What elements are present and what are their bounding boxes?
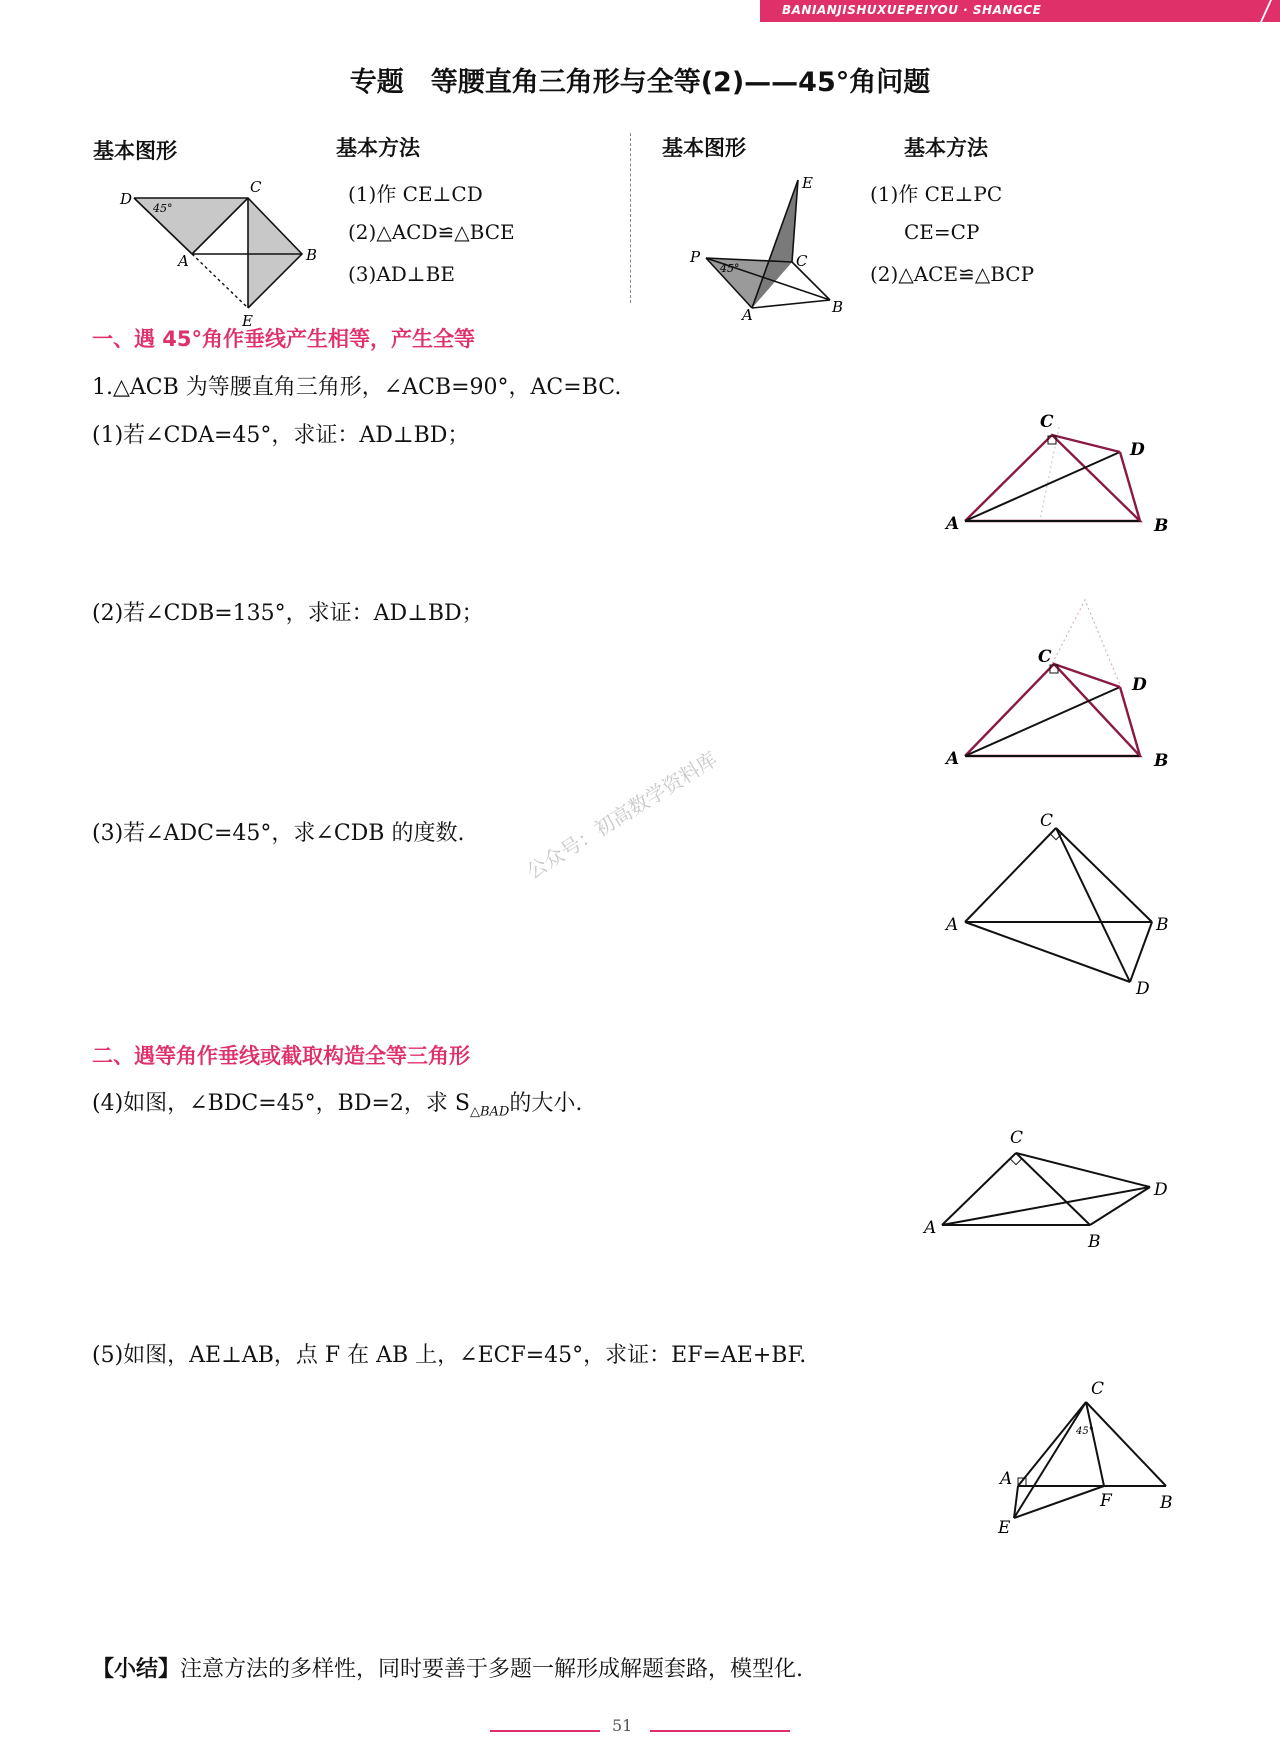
- section-2-heading: 二、遇等角作垂线或截取构造全等三角形: [92, 1044, 470, 1068]
- page-title: 专题 等腰直角三角形与全等(2)——45°角问题: [349, 67, 931, 98]
- section-1-heading: 一、遇 45°角作垂线产生相等，产生全等: [92, 327, 476, 351]
- basic-figure-right: [680, 170, 860, 330]
- pt-B: B: [1154, 516, 1169, 536]
- pt-A: A: [946, 514, 960, 534]
- page-number-ornament-left: [490, 1730, 600, 1732]
- pt-D: D: [1130, 440, 1145, 460]
- method-right-3: (2)△ACE≌△BCP: [870, 262, 1035, 286]
- figure-q1: [940, 405, 1180, 540]
- question-1: (1)若∠CDA=45°，求证：AD⊥BD；: [92, 423, 470, 448]
- figure-q3: [930, 800, 1180, 1000]
- pt-D: D: [1132, 675, 1147, 695]
- basic-figure-label-left: 基本图形: [93, 139, 177, 163]
- method-left-1: (1)作 CE⊥CD: [348, 182, 483, 206]
- pt-A: A: [742, 306, 753, 324]
- pt-B: B: [1160, 1493, 1173, 1513]
- summary-text: 注意方法的多样性，同时要善于多题一解形成解题套路，模型化.: [180, 1657, 804, 1682]
- question-4-tail: 的大小.: [509, 1091, 583, 1116]
- pt-B: B: [1154, 751, 1169, 770]
- pt-P: P: [690, 248, 701, 266]
- method-right-2: CE=CP: [904, 220, 980, 244]
- watermark: 公众号：初高数学资料库: [522, 746, 722, 884]
- pt-E: E: [242, 312, 253, 330]
- angle-label: 45°: [1076, 1426, 1094, 1437]
- pt-C: C: [250, 178, 262, 196]
- question-4-subscript: △BAD: [469, 1104, 510, 1120]
- pt-C: C: [1091, 1379, 1105, 1399]
- pt-D: D: [120, 190, 133, 208]
- basic-figure-label-right: 基本图形: [662, 136, 746, 160]
- section-divider: [630, 133, 631, 303]
- method-left-3: (3)AD⊥BE: [348, 262, 455, 286]
- header-running-text: BANIANJISHUXUEPEIYOU · SHANGCE: [782, 3, 1042, 17]
- question-2: (2)若∠CDB=135°，求证：AD⊥BD；: [92, 601, 484, 626]
- pt-A: A: [178, 252, 189, 270]
- pt-E: E: [998, 1518, 1011, 1538]
- pt-F: F: [1100, 1491, 1112, 1511]
- summary: [92, 1652, 803, 1683]
- pt-A: A: [946, 915, 959, 935]
- basic-method-label-right: 基本方法: [904, 136, 988, 160]
- basic-method-label-left: 基本方法: [336, 136, 420, 160]
- pt-D: D: [1154, 1180, 1168, 1200]
- basic-figure-left: [110, 170, 330, 330]
- question-4-text: (4)如图，∠BDC=45°，BD=2，求 S: [92, 1091, 470, 1116]
- pt-C: C: [796, 252, 808, 270]
- pt-C: C: [1040, 412, 1054, 432]
- angle-label: 45°: [153, 202, 173, 215]
- summary-tag: 【小结】: [92, 1656, 181, 1682]
- figure-q5: [990, 1378, 1190, 1538]
- pt-C: C: [1038, 647, 1052, 667]
- pt-C: C: [1040, 811, 1054, 831]
- pt-B: B: [832, 298, 844, 316]
- pt-D: D: [1136, 979, 1150, 999]
- question-5: (5)如图，AE⊥AB，点 F 在 AB 上，∠ECF=45°，求证：EF=AE+BF.: [92, 1343, 807, 1368]
- pt-B: B: [1156, 915, 1169, 935]
- question-4: [92, 1086, 582, 1119]
- angle-label: 45°: [720, 262, 740, 275]
- page-number-ornament-right: [650, 1730, 790, 1732]
- pt-E: E: [802, 174, 813, 192]
- method-left-2: (2)△ACD≌△BCE: [348, 220, 515, 244]
- pt-A: A: [946, 749, 960, 769]
- pt-A: A: [1000, 1469, 1013, 1489]
- figure-q2: [940, 590, 1180, 770]
- question-3: (3)若∠ADC=45°，求∠CDB 的度数.: [92, 821, 465, 846]
- pt-B: B: [306, 246, 318, 264]
- method-right-1: (1)作 CE⊥PC: [870, 182, 1003, 206]
- pt-C: C: [1010, 1128, 1024, 1148]
- pt-A: A: [924, 1218, 937, 1238]
- page-number: 51: [612, 1716, 633, 1735]
- figure-q4: [920, 1125, 1180, 1250]
- pt-B: B: [1088, 1232, 1101, 1250]
- problem-1-stem: 1.△ACB 为等腰直角三角形，∠ACB=90°，AC=BC.: [92, 375, 622, 400]
